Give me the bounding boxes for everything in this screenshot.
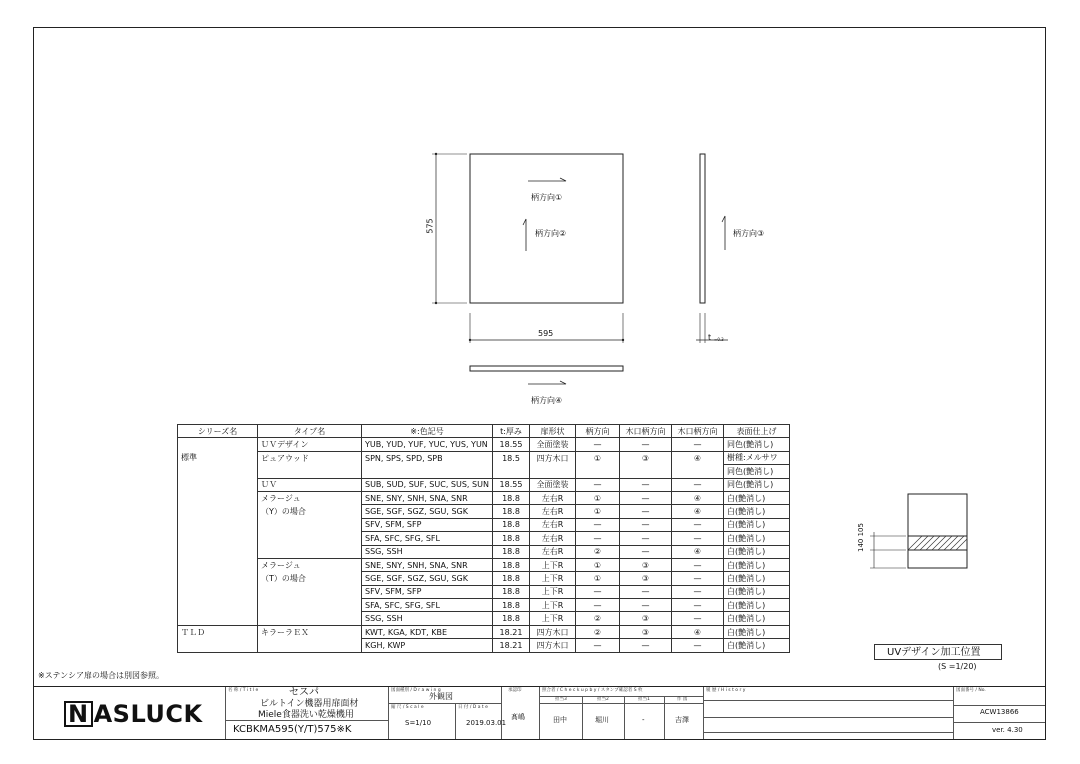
table-cell-edge-grain-2: ④ xyxy=(672,625,724,638)
table-cell-finish: 白(艶消し) xyxy=(724,625,790,638)
table-cell-series xyxy=(178,478,258,491)
header-thickness: t:厚み xyxy=(493,425,530,438)
table-cell-series xyxy=(178,558,258,571)
title-no-label: 図面番号 / No. xyxy=(956,688,986,693)
check-sub-3: 担当1 xyxy=(638,697,650,702)
table-cell-type xyxy=(258,465,362,478)
table-cell-shape: 上下R xyxy=(530,558,576,571)
table-cell-series xyxy=(178,491,258,504)
table-cell-grain: ② xyxy=(576,612,620,625)
table-cell-type: ピュアウッド xyxy=(258,451,362,464)
table-row xyxy=(178,625,790,638)
table-cell-shape: 左右R xyxy=(530,518,576,531)
table-cell-thickness: 18.8 xyxy=(493,558,530,571)
table-cell-series xyxy=(178,612,258,625)
table-cell-series: ＴＬＤ xyxy=(178,625,258,638)
table-cell-edge-grain-1: — xyxy=(620,532,672,545)
table-cell-edge-grain-1: ③ xyxy=(620,451,672,464)
header-edge-grain-1: 木口柄方向 xyxy=(620,425,672,438)
table-cell-edge-grain-1: — xyxy=(620,491,672,504)
checker-2: 堀川 xyxy=(595,716,609,724)
table-cell-edge-grain-1: ③ xyxy=(620,572,672,585)
table-cell-codes: SFV, SFM, SFP xyxy=(362,518,493,531)
table-cell-grain: ① xyxy=(576,558,620,571)
table-cell-grain: ② xyxy=(576,545,620,558)
table-cell-codes: SSG, SSH xyxy=(362,612,493,625)
table-cell-codes: YUB, YUD, YUF, YUC, YUS, YUN xyxy=(362,438,493,451)
table-cell-edge-grain-1: — xyxy=(620,599,672,612)
table-cell-shape: 左右R xyxy=(530,491,576,504)
table-cell-edge-grain-2: — xyxy=(672,478,724,491)
door-bottom-view xyxy=(470,366,623,371)
table-cell-series xyxy=(178,545,258,558)
table-row xyxy=(178,532,790,545)
table-cell-codes: SSG, SSH xyxy=(362,545,493,558)
grain-arrow-1 xyxy=(528,178,566,181)
table-cell-codes: SNE, SNY, SNH, SNA, SNR xyxy=(362,491,493,504)
table-cell-type xyxy=(258,545,362,558)
table-cell-grain xyxy=(576,465,620,478)
table-cell-series xyxy=(178,505,258,518)
title-name-2: ビルトイン機器用扉面材 xyxy=(260,699,359,709)
table-cell-thickness: 18.8 xyxy=(493,585,530,598)
title-date-label: 日 付 / D a t e xyxy=(458,705,488,710)
door-side-view xyxy=(700,154,705,303)
table-cell-grain: — xyxy=(576,438,620,451)
table-cell-shape: 上下R xyxy=(530,612,576,625)
uv-scale: (S =1/20) xyxy=(938,662,977,671)
parts-table xyxy=(177,424,790,653)
table-cell-finish: 白(艶消し) xyxy=(724,572,790,585)
header-finish: 表面仕上げ xyxy=(724,425,790,438)
uv-label-box xyxy=(874,644,1002,660)
table-cell-edge-grain-2: — xyxy=(672,612,724,625)
table-cell-edge-grain-2 xyxy=(672,465,724,478)
table-cell-type: キラーラＥＸ xyxy=(258,625,362,638)
grain-label-2: 柄方向② xyxy=(535,229,567,238)
title-approve-label: 承認印 xyxy=(508,688,522,693)
title-name-label: 名 称 / T i t l e xyxy=(228,688,259,693)
table-cell-edge-grain-2: ④ xyxy=(672,545,724,558)
table-cell-codes: KWT, KGA, KDT, KBE xyxy=(362,625,493,638)
table-cell-series xyxy=(178,438,258,451)
table-row xyxy=(178,438,790,451)
title-scale-label: 縮 尺 / S c a l e xyxy=(391,705,424,710)
table-cell-type: （Y）の場合 xyxy=(258,505,362,518)
table-cell-type xyxy=(258,599,362,612)
table-cell-finish: 白(艶消し) xyxy=(724,639,790,652)
table-cell-thickness: 18.8 xyxy=(493,532,530,545)
table-cell-finish: 白(艶消し) xyxy=(724,612,790,625)
table-cell-shape: 左右R xyxy=(530,505,576,518)
grain-label-3: 柄方向③ xyxy=(733,229,765,238)
table-cell-type: メラージュ xyxy=(258,491,362,504)
table-cell-edge-grain-1: ③ xyxy=(620,625,672,638)
uv-dim-label: 140 105 xyxy=(857,523,865,552)
table-row xyxy=(178,478,790,491)
table-cell-series xyxy=(178,639,258,652)
table-cell-grain: — xyxy=(576,518,620,531)
table-header-row xyxy=(178,425,790,438)
table-cell-grain: — xyxy=(576,585,620,598)
table-cell-edge-grain-2: — xyxy=(672,532,724,545)
table-cell-finish: 樹種:メルサワ xyxy=(724,451,790,464)
table-cell-thickness: 18.21 xyxy=(493,639,530,652)
table-cell-edge-grain-1: — xyxy=(620,518,672,531)
dim-height-label: 575 xyxy=(425,218,435,234)
header-series: シリーズ名 xyxy=(178,425,258,438)
company-logo: N ASLUCK xyxy=(64,700,203,728)
header-type: タイプ名 xyxy=(258,425,362,438)
table-cell-codes xyxy=(362,465,493,478)
table-cell-thickness: 18.8 xyxy=(493,505,530,518)
table-cell-finish: 白(艶消し) xyxy=(724,585,790,598)
table-cell-series xyxy=(178,518,258,531)
table-cell-edge-grain-1: — xyxy=(620,505,672,518)
title-history-label: 履 歴 / H i s t o r y xyxy=(706,688,746,693)
table-cell-shape: 全面塗装 xyxy=(530,478,576,491)
table-cell-codes: SPN, SPS, SPD, SPB xyxy=(362,451,493,464)
table-cell-grain: — xyxy=(576,639,620,652)
table-cell-codes: SFA, SFC, SFG, SFL xyxy=(362,532,493,545)
table-cell-grain: — xyxy=(576,478,620,491)
table-cell-grain: ① xyxy=(576,572,620,585)
table-cell-edge-grain-2: — xyxy=(672,599,724,612)
table-cell-edge-grain-2: — xyxy=(672,438,724,451)
footnote: ※ステンシア扉の場合は別図参照。 xyxy=(38,671,164,680)
table-row xyxy=(178,585,790,598)
table-cell-finish: 白(艶消し) xyxy=(724,532,790,545)
checker-3: - xyxy=(642,716,645,724)
table-cell-thickness: 18.8 xyxy=(493,612,530,625)
table-cell-thickness: 18.8 xyxy=(493,572,530,585)
table-cell-codes: SUB, SUD, SUF, SUC, SUS, SUN xyxy=(362,478,493,491)
title-name-1: セスパ xyxy=(289,687,319,698)
title-drawing-label: 図面種別 / D r a w i n g xyxy=(391,688,441,693)
table-cell-edge-grain-2: ④ xyxy=(672,491,724,504)
title-check-label: 照合者 / C h e c k u p b y / スタンプ確認者 S 枚 xyxy=(542,688,643,693)
grain-label-1: 柄方向① xyxy=(531,193,563,202)
table-cell-type: （T）の場合 xyxy=(258,572,362,585)
table-cell-edge-grain-1: — xyxy=(620,438,672,451)
title-scale: S=1/10 xyxy=(405,719,432,727)
header-edge-grain-2: 木口柄方向 xyxy=(672,425,724,438)
table-row xyxy=(178,612,790,625)
title-name-3: Miele食器洗い乾燥機用 xyxy=(258,710,354,720)
table-cell-shape: 四方木口 xyxy=(530,625,576,638)
dim-thickness-sub: =0.3 xyxy=(714,337,724,342)
table-cell-edge-grain-1: — xyxy=(620,478,672,491)
table-cell-finish: 白(艶消し) xyxy=(724,505,790,518)
title-drawing: 外観図 xyxy=(429,692,453,701)
table-cell-grain: — xyxy=(576,532,620,545)
table-cell-type: ＵＶデザイン xyxy=(258,438,362,451)
table-cell-series xyxy=(178,599,258,612)
table-row xyxy=(178,451,790,464)
table-cell-grain: — xyxy=(576,599,620,612)
table-cell-edge-grain-1: ③ xyxy=(620,612,672,625)
title-name-4: KCBKMA595(Y/T)575※K xyxy=(233,724,352,735)
title-block xyxy=(34,686,1045,739)
table-cell-thickness: 18.8 xyxy=(493,518,530,531)
table-cell-codes: SGE, SGF, SGZ, SGU, SGK xyxy=(362,505,493,518)
table-row xyxy=(178,491,790,504)
grain-arrow-2 xyxy=(523,219,526,251)
table-row xyxy=(178,639,790,652)
table-cell-shape: 四方木口 xyxy=(530,639,576,652)
table-cell-finish: 同色(艶消し) xyxy=(724,438,790,451)
table-cell-series xyxy=(178,532,258,545)
check-sub-4: 作 図 xyxy=(677,697,688,702)
header-shape: 扉形状 xyxy=(530,425,576,438)
header-grain: 柄方向 xyxy=(576,425,620,438)
table-cell-codes: SGE, SGF, SGZ, SGU, SGK xyxy=(362,572,493,585)
uv-hatching xyxy=(908,536,967,550)
table-cell-codes: SFV, SFM, SFP xyxy=(362,585,493,598)
table-cell-edge-grain-1: — xyxy=(620,585,672,598)
table-cell-edge-grain-2: — xyxy=(672,572,724,585)
table-cell-edge-grain-1: — xyxy=(620,545,672,558)
table-cell-thickness: 18.55 xyxy=(493,478,530,491)
table-cell-shape: 上下R xyxy=(530,599,576,612)
table-cell-edge-grain-2: ④ xyxy=(672,505,724,518)
title-no: ACW13866 xyxy=(980,708,1019,716)
table-cell-grain: ① xyxy=(576,491,620,504)
table-cell-shape xyxy=(530,465,576,478)
table-row xyxy=(178,558,790,571)
grain-arrow-4 xyxy=(528,381,566,384)
uv-label: UVデザイン加工位置 xyxy=(887,647,981,658)
table-row xyxy=(178,599,790,612)
table-row xyxy=(178,465,790,478)
table-cell-edge-grain-2: ④ xyxy=(672,451,724,464)
table-cell-type xyxy=(258,612,362,625)
table-cell-series xyxy=(178,585,258,598)
table-cell-grain: ① xyxy=(576,505,620,518)
table-cell-thickness xyxy=(493,465,530,478)
checker-4: 吉澤 xyxy=(675,716,689,724)
table-cell-thickness: 18.8 xyxy=(493,491,530,504)
table-row xyxy=(178,572,790,585)
table-cell-type: ＵＶ xyxy=(258,478,362,491)
table-cell-shape: 上下R xyxy=(530,585,576,598)
table-cell-shape: 全面塗装 xyxy=(530,438,576,451)
grain-arrow-3 xyxy=(722,216,725,250)
table-cell-shape: 四方木口 xyxy=(530,451,576,464)
table-cell-finish: 白(艶消し) xyxy=(724,599,790,612)
table-cell-edge-grain-2: — xyxy=(672,518,724,531)
table-cell-edge-grain-1: ③ xyxy=(620,558,672,571)
table-cell-type: メラージュ xyxy=(258,558,362,571)
table-cell-thickness: 18.8 xyxy=(493,545,530,558)
dim-width-label: 595 xyxy=(538,329,554,338)
table-cell-finish: 白(艶消し) xyxy=(724,518,790,531)
table-cell-series xyxy=(178,465,258,478)
table-cell-finish: 白(艶消し) xyxy=(724,558,790,571)
table-cell-finish: 同色(艶消し) xyxy=(724,465,790,478)
table-cell-grain: ① xyxy=(576,451,620,464)
header-codes: ※:色記号 xyxy=(362,425,493,438)
table-row xyxy=(178,518,790,531)
table-cell-edge-grain-1: — xyxy=(620,639,672,652)
grain-label-4: 柄方向④ xyxy=(531,396,563,405)
table-cell-series: 標準 xyxy=(178,451,258,464)
table-cell-shape: 左右R xyxy=(530,545,576,558)
title-approve: 髙嶋 xyxy=(511,713,525,721)
table-cell-finish: 白(艶消し) xyxy=(724,545,790,558)
table-cell-type xyxy=(258,532,362,545)
table-cell-type xyxy=(258,518,362,531)
table-cell-edge-grain-2: — xyxy=(672,558,724,571)
table-cell-codes: KGH, KWP xyxy=(362,639,493,652)
table-cell-thickness: 18.55 xyxy=(493,438,530,451)
table-cell-edge-grain-2: — xyxy=(672,585,724,598)
title-date: 2019.03.01 xyxy=(466,719,507,727)
check-sub-2: 担当2 xyxy=(597,697,609,702)
table-cell-codes: SNE, SNY, SNH, SNA, SNR xyxy=(362,558,493,571)
table-cell-thickness: 18.5 xyxy=(493,451,530,464)
table-cell-type xyxy=(258,585,362,598)
table-row xyxy=(178,545,790,558)
uv-panel xyxy=(908,494,967,568)
table-row xyxy=(178,505,790,518)
table-cell-finish: 白(艶消し) xyxy=(724,491,790,504)
check-sub-1: 担当3 xyxy=(555,697,567,702)
table-cell-thickness: 18.21 xyxy=(493,625,530,638)
table-cell-edge-grain-1 xyxy=(620,465,672,478)
dim-thickness-label: t xyxy=(708,333,712,342)
table-cell-shape: 上下R xyxy=(530,572,576,585)
table-cell-grain: ② xyxy=(576,625,620,638)
table-cell-series xyxy=(178,572,258,585)
table-cell-thickness: 18.8 xyxy=(493,599,530,612)
title-ver: ver. 4.30 xyxy=(992,726,1023,734)
table-cell-edge-grain-2: — xyxy=(672,639,724,652)
table-cell-finish: 同色(艶消し) xyxy=(724,478,790,491)
checker-1: 田中 xyxy=(553,716,567,724)
table-cell-shape: 左右R xyxy=(530,532,576,545)
table-cell-type xyxy=(258,639,362,652)
table-cell-codes: SFA, SFC, SFG, SFL xyxy=(362,599,493,612)
